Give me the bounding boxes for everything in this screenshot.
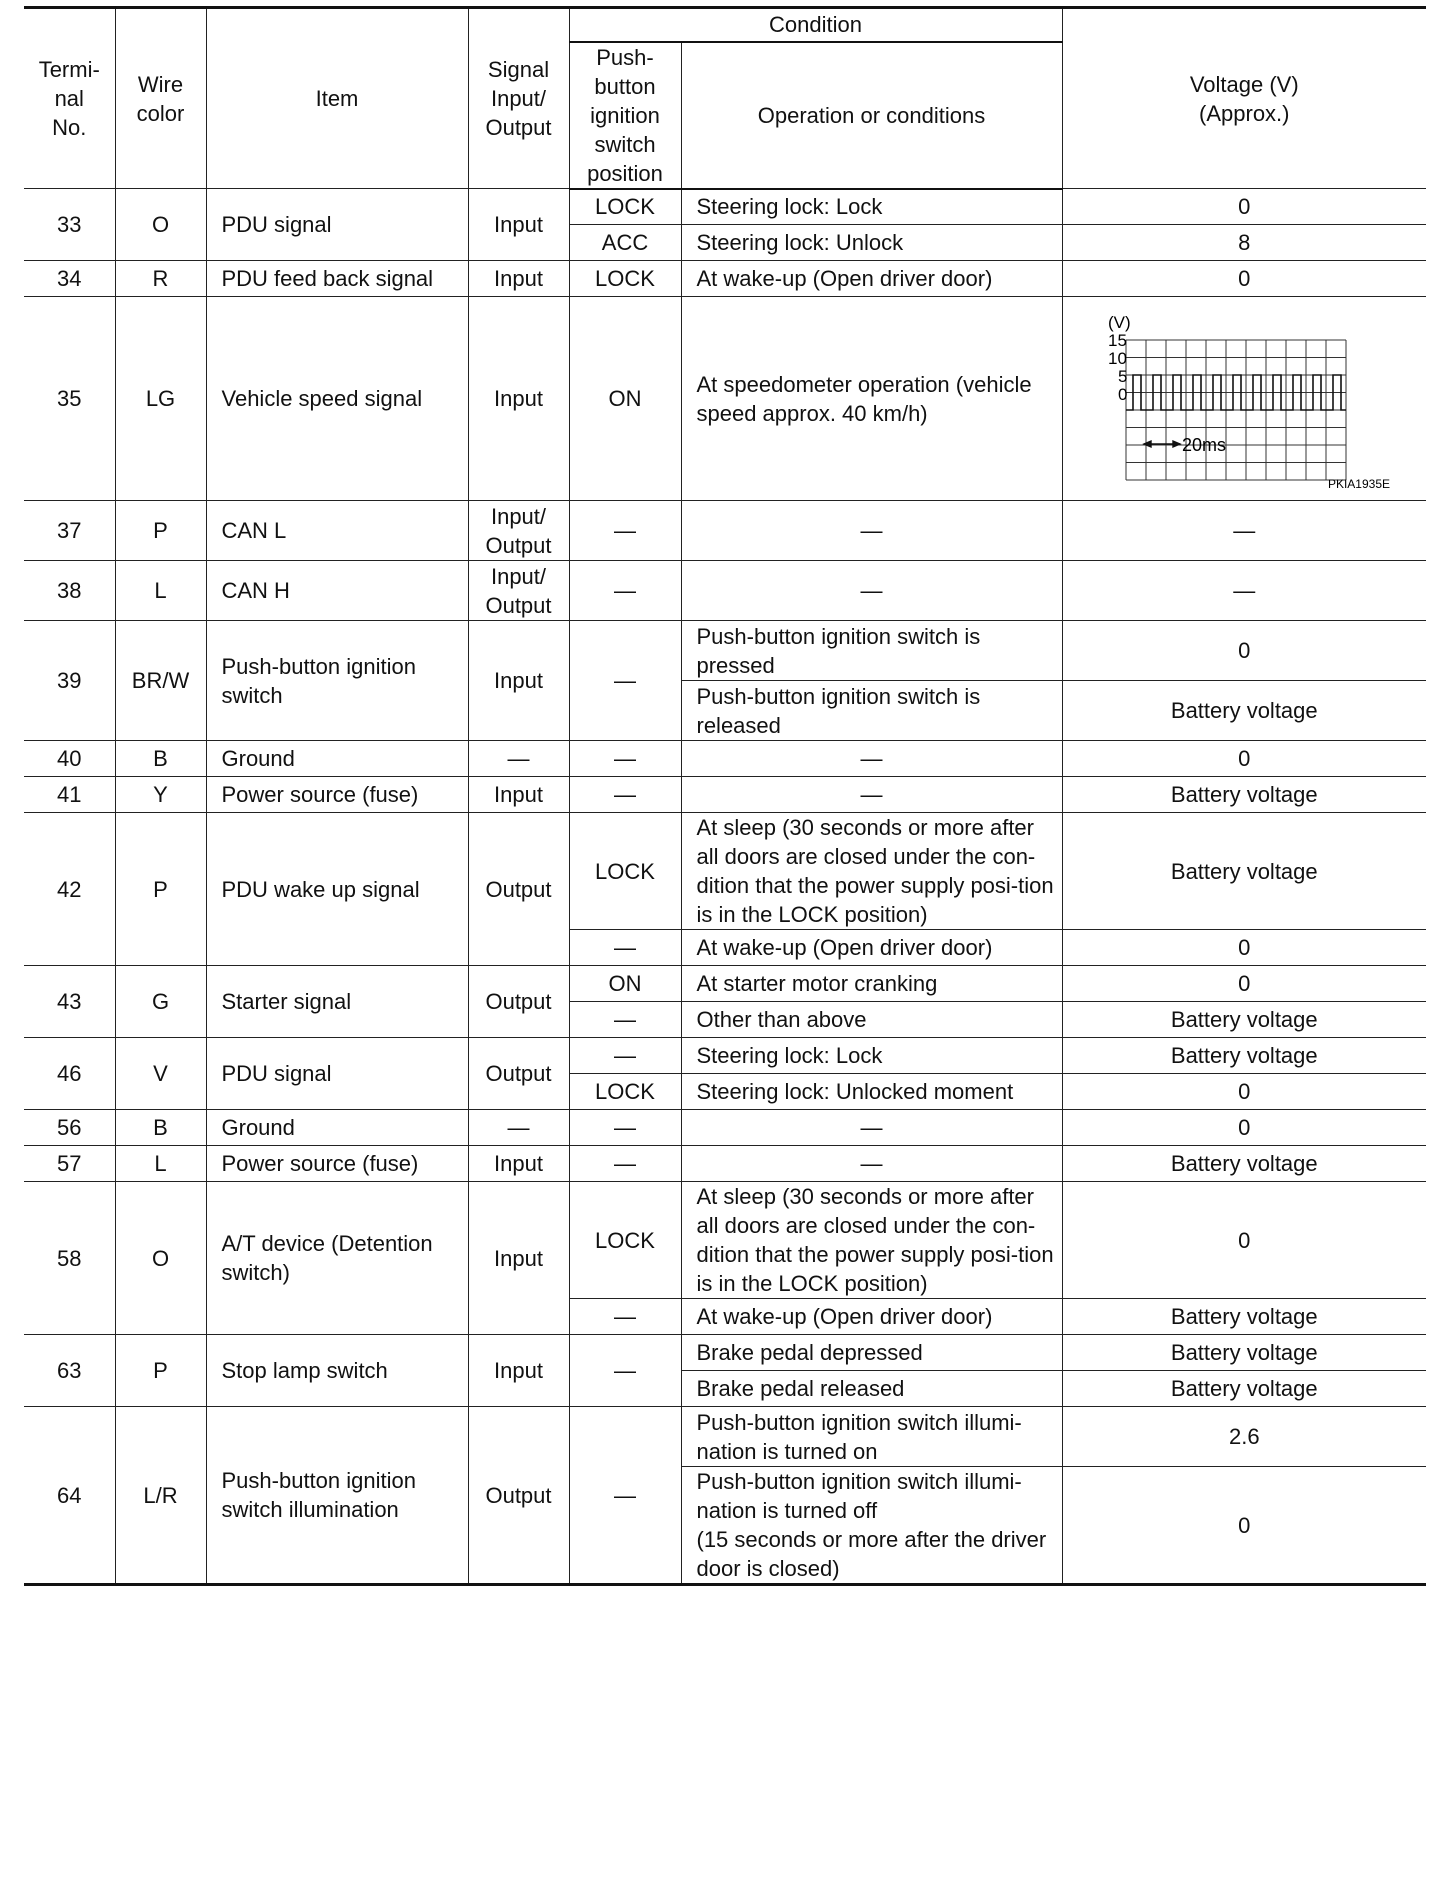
terminal-no: 63 xyxy=(24,1335,115,1407)
voltage: 0 xyxy=(1062,1074,1426,1110)
operation: — xyxy=(681,501,1062,561)
voltage: Battery voltage xyxy=(1062,1335,1426,1371)
header-condition: Condition xyxy=(569,8,1062,42)
voltage: Battery voltage xyxy=(1062,777,1426,813)
voltage: 0 xyxy=(1062,1182,1426,1299)
operation: Brake pedal released xyxy=(681,1371,1062,1407)
signal-io: Input xyxy=(468,1146,569,1182)
terminal-no: 43 xyxy=(24,966,115,1038)
terminal-no: 37 xyxy=(24,501,115,561)
table-row xyxy=(24,501,1426,561)
item-name: Vehicle speed signal xyxy=(206,297,468,501)
terminal-table-sheet xyxy=(24,6,1426,1586)
operation: Steering lock: Unlock xyxy=(681,225,1062,261)
table-row xyxy=(24,1110,1426,1146)
signal-io: Input xyxy=(468,1182,569,1335)
operation: — xyxy=(681,1110,1062,1146)
switch-position: — xyxy=(569,1146,681,1182)
voltage: — xyxy=(1062,501,1426,561)
wire-color: P xyxy=(115,1335,206,1407)
header-wire-color: Wire color xyxy=(115,8,206,189)
voltage: Battery voltage xyxy=(1062,1371,1426,1407)
operation: Steering lock: Lock xyxy=(681,189,1062,225)
terminal-no: 34 xyxy=(24,261,115,297)
terminal-no: 42 xyxy=(24,813,115,966)
table-row xyxy=(24,966,1426,1002)
wire-color: V xyxy=(115,1038,206,1110)
voltage: 2.6 xyxy=(1062,1407,1426,1467)
operation: Steering lock: Unlocked moment xyxy=(681,1074,1062,1110)
voltage: 0 xyxy=(1062,966,1426,1002)
waveform-period-label: 20ms xyxy=(1182,434,1227,455)
switch-position: LOCK xyxy=(569,1182,681,1299)
switch-position: LOCK xyxy=(569,189,681,225)
operation: — xyxy=(681,1146,1062,1182)
voltage: Battery voltage xyxy=(1062,1002,1426,1038)
table-row xyxy=(24,297,1426,501)
switch-position: LOCK xyxy=(569,813,681,930)
voltage: Battery voltage xyxy=(1062,813,1426,930)
voltage: Battery voltage xyxy=(1062,1038,1426,1074)
wire-color: R xyxy=(115,261,206,297)
waveform-figure-id: PKIA1935E xyxy=(1328,476,1391,491)
terminal-no: 46 xyxy=(24,1038,115,1110)
signal-io: Input xyxy=(468,297,569,501)
terminal-no: 57 xyxy=(24,1146,115,1182)
table-row xyxy=(24,1146,1426,1182)
operation: — xyxy=(681,741,1062,777)
item-name: Starter signal xyxy=(206,966,468,1038)
signal-io: Output xyxy=(468,1407,569,1585)
voltage: Battery voltage xyxy=(1062,681,1426,741)
operation: At wake-up (Open driver door) xyxy=(681,930,1062,966)
item-name: Power source (fuse) xyxy=(206,1146,468,1182)
signal-io: Output xyxy=(468,1038,569,1110)
item-name: Stop lamp switch xyxy=(206,1335,468,1407)
voltage: Battery voltage xyxy=(1062,1299,1426,1335)
item-name: Push-button ignition switch xyxy=(206,621,468,741)
switch-position: — xyxy=(569,1335,681,1407)
wire-color: L xyxy=(115,561,206,621)
signal-io: — xyxy=(468,1110,569,1146)
switch-position: — xyxy=(569,1110,681,1146)
operation: At wake-up (Open driver door) xyxy=(681,261,1062,297)
voltage: 0 xyxy=(1062,189,1426,225)
wire-color: Y xyxy=(115,777,206,813)
wire-color: LG xyxy=(115,297,206,501)
table-row xyxy=(24,1038,1426,1074)
item-name: A/T device (Detention switch) xyxy=(206,1182,468,1335)
voltage: 0 xyxy=(1062,741,1426,777)
operation: Brake pedal depressed xyxy=(681,1335,1062,1371)
voltage: — xyxy=(1062,561,1426,621)
terminal-no: 40 xyxy=(24,741,115,777)
operation: At speedometer operation (vehicle speed approx. 40 km/h) xyxy=(681,297,1062,501)
switch-position: — xyxy=(569,621,681,741)
terminal-no: 33 xyxy=(24,189,115,261)
terminal-no: 58 xyxy=(24,1182,115,1335)
voltage: 0 xyxy=(1062,930,1426,966)
wire-color: B xyxy=(115,1110,206,1146)
wire-color: BR/W xyxy=(115,621,206,741)
switch-position: — xyxy=(569,930,681,966)
switch-position: — xyxy=(569,1038,681,1074)
operation: At sleep (30 seconds or more after all doors are closed under the con-dition that the power supply posi-tion is in the LOCK position) xyxy=(681,813,1062,930)
switch-position: — xyxy=(569,501,681,561)
wire-color: G xyxy=(115,966,206,1038)
terminal-no: 56 xyxy=(24,1110,115,1146)
operation: At wake-up (Open driver door) xyxy=(681,1299,1062,1335)
waveform-tick-10: 10 xyxy=(1108,348,1128,368)
terminal-no: 38 xyxy=(24,561,115,621)
header-item: Item xyxy=(206,8,468,189)
table-row xyxy=(24,621,1426,681)
operation: At starter motor cranking xyxy=(681,966,1062,1002)
item-name: PDU wake up signal xyxy=(206,813,468,966)
terminal-no: 39 xyxy=(24,621,115,741)
signal-io: Input xyxy=(468,261,569,297)
speed-signal-waveform xyxy=(1094,304,1394,494)
switch-position: — xyxy=(569,777,681,813)
item-name: Ground xyxy=(206,1110,468,1146)
operation: Push-button ignition switch illumi-nation is turned on xyxy=(681,1407,1062,1467)
header-terminal: Termi- nal No. xyxy=(24,8,115,189)
header-operation: Operation or conditions xyxy=(681,42,1062,189)
wire-color: L xyxy=(115,1146,206,1182)
operation: Steering lock: Lock xyxy=(681,1038,1062,1074)
header-signal: Signal Input/ Output xyxy=(468,8,569,189)
voltage: 0 xyxy=(1062,1467,1426,1585)
wire-color: B xyxy=(115,741,206,777)
switch-position: — xyxy=(569,1407,681,1585)
item-name: Ground xyxy=(206,741,468,777)
item-name: PDU feed back signal xyxy=(206,261,468,297)
period-marker xyxy=(1144,441,1180,447)
switch-position: — xyxy=(569,741,681,777)
voltage: 0 xyxy=(1062,1110,1426,1146)
waveform-tick-15: 15 xyxy=(1108,330,1128,350)
item-name: CAN H xyxy=(206,561,468,621)
table-row xyxy=(24,813,1426,930)
waveform-unit: (V) xyxy=(1108,312,1131,332)
signal-io: Input/ Output xyxy=(468,561,569,621)
signal-io: Input xyxy=(468,777,569,813)
signal-io: — xyxy=(468,741,569,777)
wire-color: P xyxy=(115,813,206,966)
switch-position: LOCK xyxy=(569,261,681,297)
switch-position: ON xyxy=(569,966,681,1002)
voltage: 0 xyxy=(1062,621,1426,681)
item-name: Power source (fuse) xyxy=(206,777,468,813)
switch-position: — xyxy=(569,1002,681,1038)
voltage: 8 xyxy=(1062,225,1426,261)
table-row xyxy=(24,777,1426,813)
signal-io: Input xyxy=(468,621,569,741)
terminal-no: 64 xyxy=(24,1407,115,1585)
item-name: CAN L xyxy=(206,501,468,561)
signal-io: Input xyxy=(468,189,569,261)
operation: — xyxy=(681,777,1062,813)
operation: Push-button ignition switch is released xyxy=(681,681,1062,741)
switch-position: ACC xyxy=(569,225,681,261)
operation: Other than above xyxy=(681,1002,1062,1038)
wire-color: P xyxy=(115,501,206,561)
table-row xyxy=(24,189,1426,225)
terminal-table xyxy=(24,6,1426,1586)
signal-io: Input xyxy=(468,1335,569,1407)
header-pushbutton-position: Push- button ignition switch position xyxy=(569,42,681,189)
header-voltage: Voltage (V) (Approx.) xyxy=(1062,8,1426,189)
operation: — xyxy=(681,561,1062,621)
table-row xyxy=(24,1407,1426,1467)
signal-io: Output xyxy=(468,966,569,1038)
voltage: 0 xyxy=(1062,261,1426,297)
voltage-waveform xyxy=(1062,297,1426,501)
switch-position: LOCK xyxy=(569,1074,681,1110)
switch-position: ON xyxy=(569,297,681,501)
operation: At sleep (30 seconds or more after all doors are closed under the con-dition that the power supply posi-tion is in the LOCK position) xyxy=(681,1182,1062,1299)
item-name: Push-button ignition switch illumination xyxy=(206,1407,468,1585)
item-name: PDU signal xyxy=(206,189,468,261)
terminal-no: 35 xyxy=(24,297,115,501)
wire-color: L/R xyxy=(115,1407,206,1585)
operation: Push-button ignition switch is pressed xyxy=(681,621,1062,681)
switch-position: — xyxy=(569,561,681,621)
signal-io: Input/ Output xyxy=(468,501,569,561)
table-row xyxy=(24,741,1426,777)
voltage: Battery voltage xyxy=(1062,1146,1426,1182)
waveform-tick-0: 0 xyxy=(1118,384,1128,404)
table-row xyxy=(24,261,1426,297)
wire-color: O xyxy=(115,189,206,261)
waveform-tick-5: 5 xyxy=(1118,366,1128,386)
operation: Push-button ignition switch illumi-nation is turned off (15 seconds or more after the driver door is closed) xyxy=(681,1467,1062,1585)
terminal-no: 41 xyxy=(24,777,115,813)
switch-position: — xyxy=(569,1299,681,1335)
table-row xyxy=(24,561,1426,621)
item-name: PDU signal xyxy=(206,1038,468,1110)
table-row xyxy=(24,1182,1426,1299)
signal-io: Output xyxy=(468,813,569,966)
wire-color: O xyxy=(115,1182,206,1335)
table-row xyxy=(24,1335,1426,1371)
